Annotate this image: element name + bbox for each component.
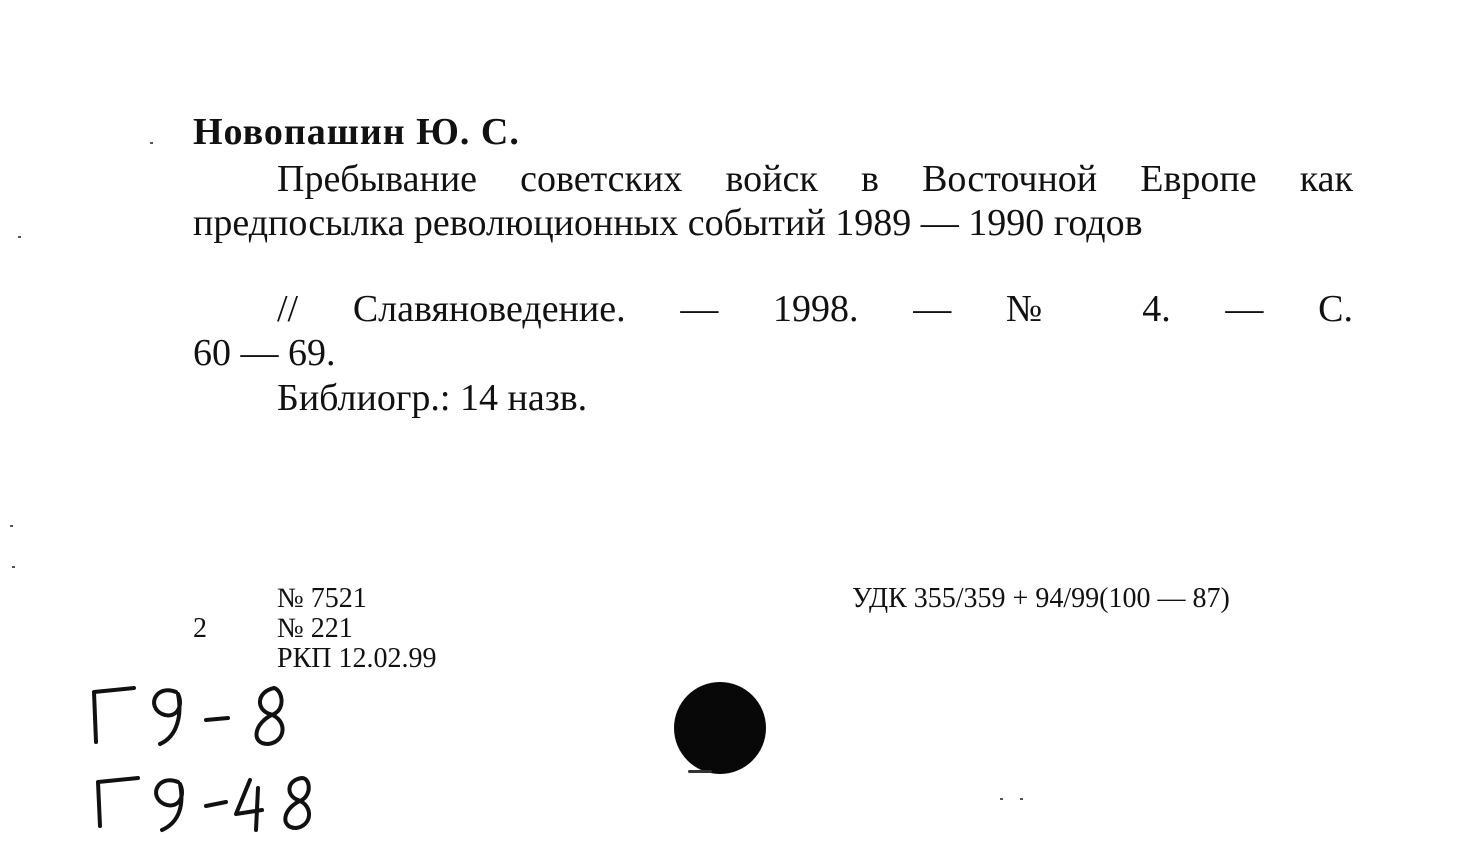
speck [1020,798,1023,800]
source-reference [193,287,1353,375]
page-number: 2 [193,613,207,644]
handwritten-mark-1 [94,688,134,742]
handwritten-shelf-marks [60,670,360,840]
speck [1000,798,1003,800]
issue-number: № 221 [277,613,353,644]
speck [10,525,13,527]
source-journal: // Славяноведение. — 1998. — № 4. — С. [277,288,1353,330]
bibliography-note: Библиогр.: 14 назв. [277,377,588,419]
rkp-date: РКП 12.02.99 [277,643,437,674]
speck [12,566,15,568]
handwritten-mark-2 [98,778,138,826]
author-name: Новопашин Ю. С. [193,111,520,153]
udk-code: УДК 355/359 + 94/99(100 — 87) [852,583,1230,614]
registration-number: № 7521 [277,583,367,614]
work-title: Пребывание советских войск в Восточной Европе как предпосылка революционных событий 1989 — 1990 годов [193,158,1353,244]
speck [18,236,21,238]
punch-hole [674,682,766,774]
punch-hole-shadow [688,770,712,773]
source-pages: 60 — 69. [193,332,336,374]
speck [150,142,153,144]
